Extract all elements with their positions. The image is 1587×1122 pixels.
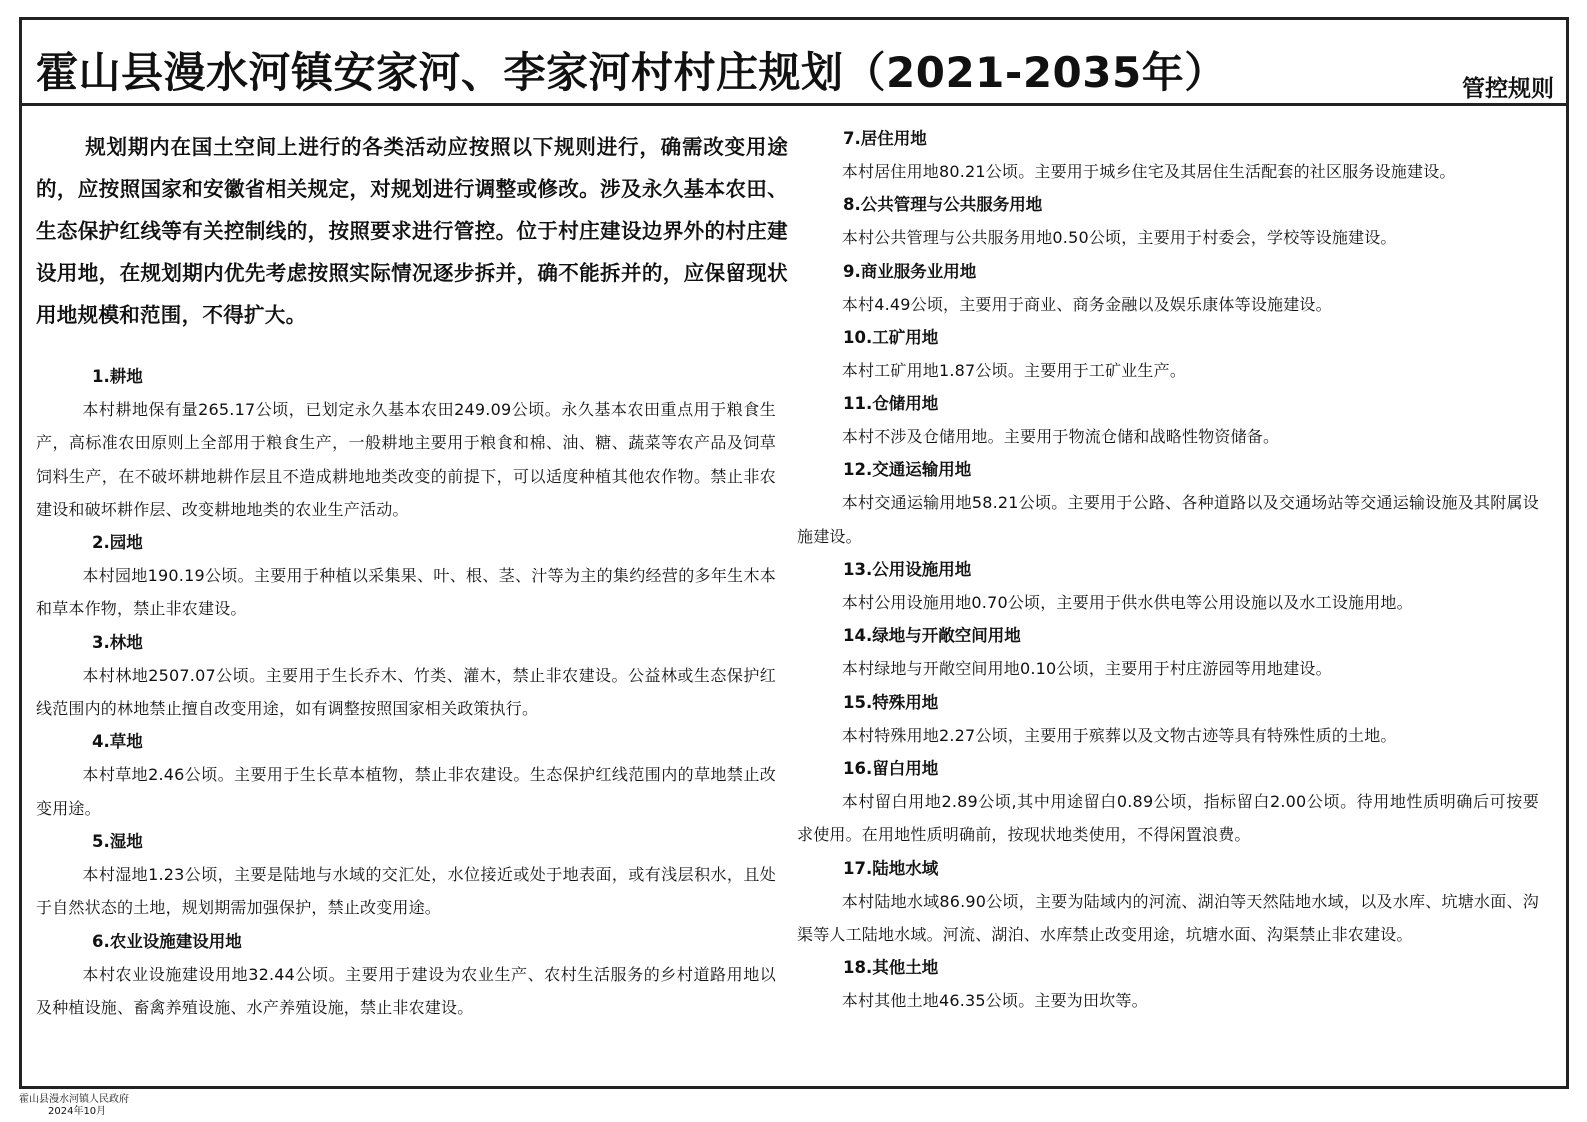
- item-heading: 4.草地: [92, 732, 143, 752]
- item-text: 本村不涉及仓储用地。主要用于物流仓储和战略性物资储备。: [841, 427, 1280, 447]
- item-text: 本村草地2.46公顷。主要用于生长草本植物，禁止非农建设。生态保护红线范围内的草地禁止改变用途。: [36, 765, 776, 818]
- item-heading: 18.其他土地: [843, 958, 939, 978]
- item-text: 本村交通运输用地58.21公顷。主要用于公路、各种道路以及交通场站等交通运输设施及其附属设施建设。: [797, 493, 1539, 546]
- item-text: 本村4.49公顷，主要用于商业、商务金融以及娱乐康体等设施建设。: [841, 294, 1332, 314]
- item-heading: 1.耕地: [92, 367, 143, 386]
- left-item-list: [36, 360, 801, 1024]
- item-heading: 3.林地: [92, 632, 143, 652]
- item-heading: 16.留白用地: [843, 758, 939, 778]
- item-text: 本村耕地保有量265.17公顷，已划定永久基本农田249.09公顷。永久基本农田重点用于粮食生产，高标准农田原则上全部用于粮食生产，一般耕地主要用于粮食和棉、油、糖、蔬菜等农产品及饲草饲料生产，在不破坏耕地耕作层且不造成耕地地类改变的前提下，可以适度种植其他农作物。禁止非农建设和破坏耕作层、改变耕地地类的农业生产活动。: [36, 400, 776, 519]
- item-heading: 9.商业服务业用地: [843, 261, 977, 281]
- item-text: 本村陆地水域86.90公顷，主要为陆域内的河流、湖泊等天然陆地水域，以及水库、坑塘水面、沟渠等人工陆地水域。河流、湖泊、水库禁止改变用途，坑塘水面、沟渠禁止非农建设。: [797, 891, 1539, 944]
- item-heading: 13.公用设施用地: [843, 560, 972, 580]
- title-bar: [22, 20, 1566, 106]
- right-item-list: [797, 122, 1552, 1017]
- item-text: 本村湿地1.23公顷，主要是陆地与水域的交汇处，水位接近或处于地表面，或有浅层积水，且处于自然状态的土地，规划期需加强保护，禁止改变用途。: [36, 864, 776, 918]
- item-text: 本村园地190.19公顷。主要用于种植以采集果、叶、根、茎、汁等为主的集约经营的多年生木本和草本作物，禁止非农建设。: [36, 566, 776, 619]
- item-text: 本村林地2507.07公顷。主要用于生长乔木、竹类、灌木，禁止非农建设。公益林或生态保护红线范围内的林地禁止擅自改变用途，如有调整按照国家相关政策执行。: [36, 665, 776, 719]
- item-heading: 15.特殊用地: [843, 692, 939, 712]
- item-heading: 7.居住用地: [843, 129, 927, 148]
- item-heading: 6.农业设施建设用地: [92, 931, 242, 951]
- item-text: 本村绿地与开敞空间用地0.10公顷，主要用于村庄游园等用地建设。: [841, 659, 1332, 679]
- item-text: 本村农业设施建设用地32.44公顷。主要用于建设为农业生产、农村生活服务的乡村道路用地以及种植设施、畜禽养殖设施、水产养殖设施，禁止非农建设。: [36, 964, 776, 1017]
- section-label: 管控规则: [1462, 76, 1554, 102]
- footer-org: 霍山县漫水河镇人民政府: [19, 1094, 129, 1105]
- item-text: 本村公共管理与公共服务用地0.50公顷，主要用于村委会，学校等设施建设。: [841, 228, 1397, 248]
- item-heading: 11.仓储用地: [843, 394, 939, 414]
- item-text: 本村居住用地80.21公顷。主要用于城乡住宅及其居住生活配套的社区服务设施建设。: [841, 162, 1456, 181]
- item-text: 本村工矿用地1.87公顷。主要用于工矿业生产。: [841, 360, 1187, 380]
- document-frame: [19, 17, 1569, 1089]
- item-heading: 10.工矿用地: [843, 327, 939, 347]
- item-text: 本村特殊用地2.27公顷，主要用于殡葬以及文物古迹等具有特殊性质的土地。: [841, 725, 1397, 745]
- item-text: 本村留白用地2.89公顷,其中用途留白0.89公顷，指标留白2.00公顷。待用地性质明确后可按要求使用。在用地性质明确前，按现状地类使用，不得闲置浪费。: [797, 791, 1539, 845]
- item-heading: 2.园地: [92, 533, 143, 553]
- item-heading: 17.陆地水域: [843, 858, 939, 878]
- footer-date: 2024年10月: [48, 1106, 107, 1117]
- item-heading: 12.交通运输用地: [843, 460, 972, 480]
- intro-paragraph: 规划期内在国土空间上进行的各类活动应按照以下规则进行，确需改变用途的，应按照国家和安徽省相关规定，对规划进行调整或修改。涉及永久基本农田、生态保护红线等有关控制线的，按照要求进行管控。位于村庄建设边界外的村庄建设用地，在规划期内优先考虑按照实际情况逐步拆并，确不能拆并的，应保留现状用地规模和范围，不得扩大。: [36, 135, 788, 327]
- right-column: [797, 122, 1552, 1017]
- page-title: 霍山县漫水河镇安家河、李家河村村庄规划（2021-2035年）: [36, 48, 1227, 97]
- item-heading: 5.湿地: [92, 831, 143, 851]
- item-text: 本村公用设施用地0.70公顷，主要用于供水供电等公用设施以及水工设施用地。: [841, 593, 1413, 613]
- left-column: [36, 126, 801, 1024]
- item-text: 本村其他土地46.35公顷。主要为田坎等。: [841, 991, 1148, 1011]
- item-heading: 8.公共管理与公共服务用地: [843, 195, 1043, 215]
- footer: [19, 1094, 129, 1118]
- item-heading: 14.绿地与开敞空间用地: [843, 626, 1021, 646]
